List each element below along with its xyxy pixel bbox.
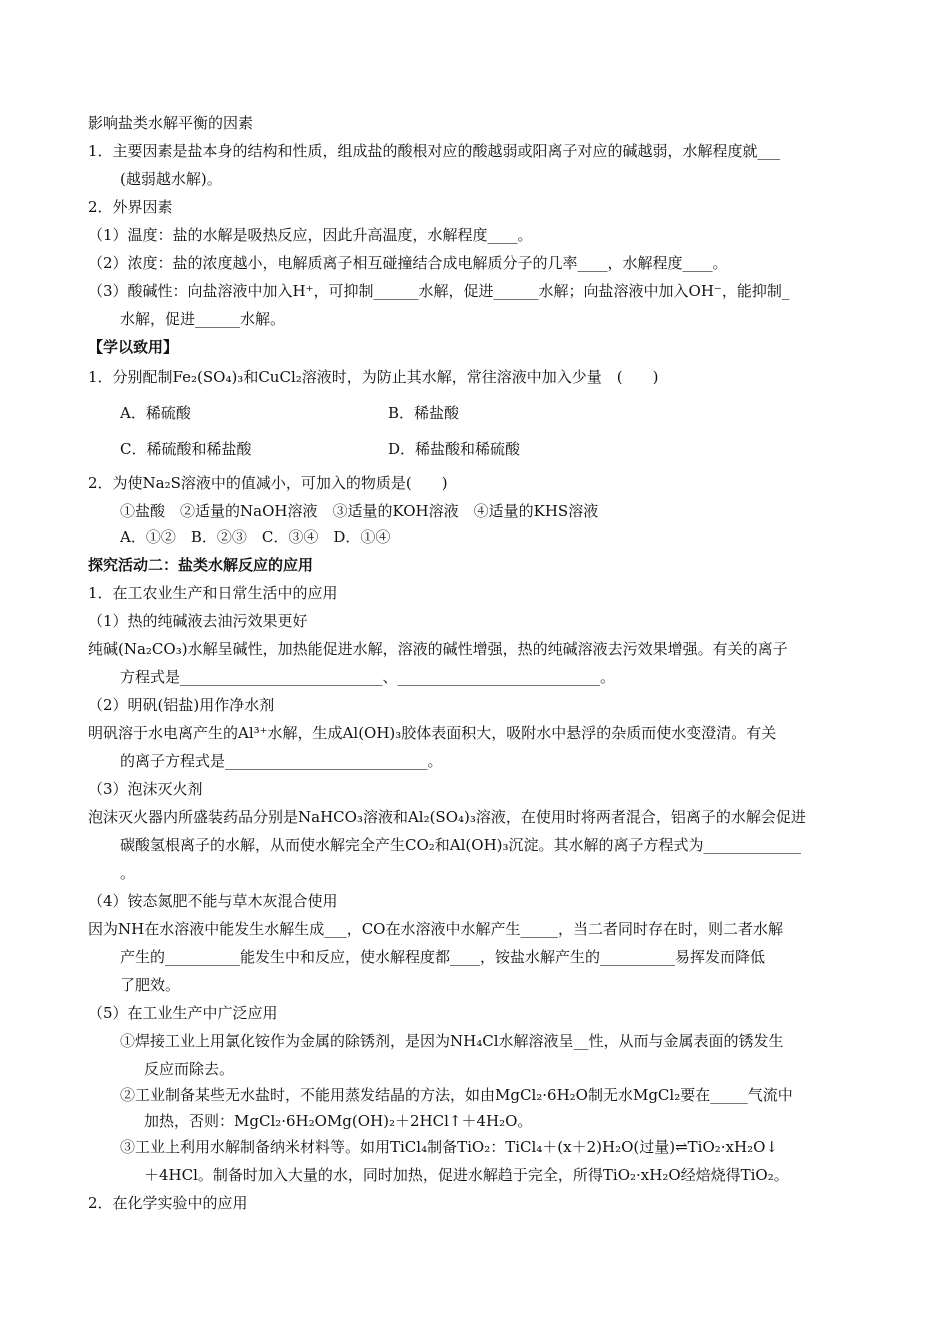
paragraph-line: （3）酸碱性：向盐溶液中加入H⁺，可抑制______水解，促进______水解；向盐溶液中加入OH⁻，能抑制_ [88,282,790,300]
question-line: 1．分别配制Fe₂(SO₄)₃和CuCl₂溶液时，为防止其水解，常往溶液中加入少量 ( ) [88,368,659,386]
paragraph-line: 了肥效。 [120,976,181,994]
paragraph-line: 产生的__________能发生中和反应，使水解程度都____，铵盐水解产生的__________易挥发而降低 [120,948,766,966]
question-choices: ①盐酸 ②适量的NaOH溶液 ③适量的KOH溶液 ④适量的KHS溶液 [120,502,599,520]
paragraph-line: 方程式是___________________________、___________________________。 [120,668,616,686]
paragraph-line: （1）温度：盐的水解是吸热反应，因此升高温度，水解程度____。 [88,226,533,244]
paragraph-line: ③工业上利用水解制备纳米材料等。如用TiCl₄制备TiO₂：TiCl₄＋(x＋2)H₂O(过量)⇌TiO₂·xH₂O↓ [120,1138,778,1156]
paragraph-line: （2）明矾(铝盐)用作净水剂 [88,696,275,714]
paragraph-line: 反应而除去。 [144,1060,235,1078]
paragraph-line: 。 [120,864,136,882]
option-d: D．稀盐酸和稀硫酸 [388,440,521,458]
question-options: A．①② B．②③ C．③④ D．①④ [120,528,391,546]
section-heading: 探究活动二：盐类水解反应的应用 [88,556,314,574]
paragraph-line: 碳酸氢根离子的水解，从而使水解完全产生CO₂和Al(OH)₃沉淀。其水解的离子方程式为_____________ [120,836,802,854]
paragraph-line: 泡沫灭火器内所盛装药品分别是NaHCO₃溶液和Al₂(SO₄)₃溶液，在使用时将两者混合，铝离子的水解会促进 [88,808,806,826]
option-b: B．稀盐酸 [388,404,460,422]
paragraph-line: （3）泡沫灭火剂 [88,780,203,798]
option-c: C．稀硫酸和稀盐酸 [120,440,252,458]
question-line: 2．为使Na₂S溶液中的值减小，可加入的物质是( ) [88,474,448,492]
paragraph-line: 2．外界因素 [88,198,173,216]
paragraph-line: （4）铵态氮肥不能与草木灰混合使用 [88,892,338,910]
option-a: A．稀硫酸 [120,404,191,422]
paragraph-line: （5）在工业生产中广泛应用 [88,1004,278,1022]
paragraph-line: 明矾溶于水电离产生的Al³⁺水解，生成Al(OH)₃胶体表面积大，吸附水中悬浮的杂质而使水变澄清。有关 [88,724,777,742]
paragraph-line: 水解，促进______水解。 [120,310,286,328]
paragraph-line: 1．在工农业生产和日常生活中的应用 [88,584,338,602]
paragraph-line: 1．主要因素是盐本身的结构和性质，组成盐的酸根对应的酸越弱或阳离子对应的碱越弱，水解程度就___ [88,142,781,160]
paragraph-line: ①焊接工业上用氯化铵作为金属的除锈剂，是因为NH₄Cl水解溶液呈__性，从而与金属表面的锈发生 [120,1032,784,1050]
paragraph-line: 加热，否则：MgCl₂·6H₂OMg(OH)₂＋2HCl↑＋4H₂O。 [144,1112,533,1130]
paragraph-line: 2．在化学实验中的应用 [88,1194,248,1212]
paragraph-line: 的离子方程式是___________________________。 [120,752,443,770]
paragraph-line: ＋4HCl。制备时加入大量的水，同时加热，促进水解趋于完全，所得TiO₂·xH₂O经焙烧得TiO₂。 [144,1166,789,1184]
section-heading: 【学以致用】 [88,338,179,356]
paragraph-line: 因为NH在水溶液中能发生水解生成___，CO在水溶液中水解产生_____，当二者同时存在时，则二者水解 [88,920,783,938]
paragraph-line: ②工业制备某些无水盐时，不能用蒸发结晶的方法，如由MgCl₂·6H₂O制无水MgCl₂要在_____气流中 [120,1086,793,1104]
paragraph-line: (越弱越水解)。 [120,170,222,188]
paragraph-line: （1）热的纯碱液去油污效果更好 [88,612,308,630]
paragraph-line: 纯碱(Na₂CO₃)水解呈碱性，加热能促进水解，溶液的碱性增强，热的纯碱溶液去污效果增强。有关的离子 [88,640,788,658]
section-heading: 影响盐类水解平衡的因素 [88,114,254,132]
paragraph-line: （2）浓度：盐的浓度越小，电解质离子相互碰撞结合成电解质分子的几率____，水解程度____。 [88,254,728,272]
